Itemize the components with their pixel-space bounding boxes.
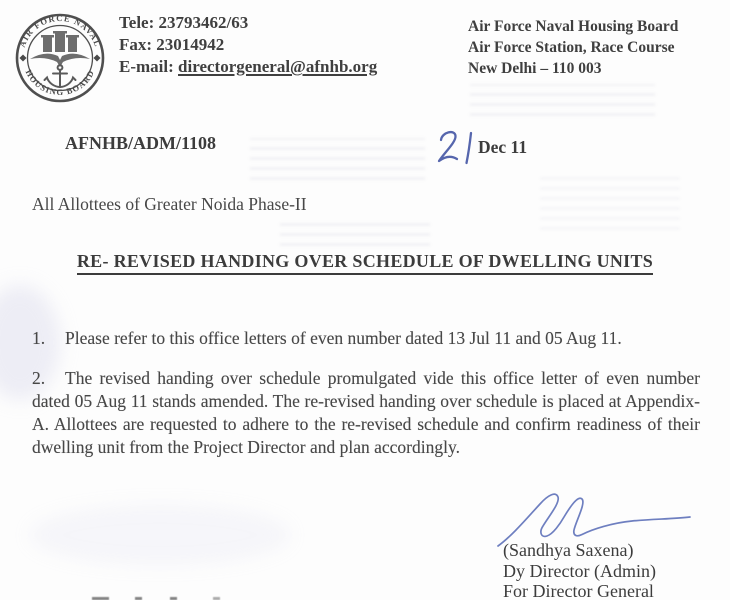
email-line <box>119 56 377 78</box>
bleed-through-artifact <box>280 222 430 246</box>
bleed-through-artifact <box>540 170 680 230</box>
subject-wrap <box>0 251 730 275</box>
paragraph-1-number: 1. <box>32 328 46 348</box>
anchor-icon <box>45 65 76 87</box>
email-label: E-mail: <box>119 57 179 76</box>
signatory-for-line: For Director General <box>503 581 654 600</box>
address-line-2: Air Force Station, Race Course <box>468 39 675 56</box>
afnhb-seal-logo <box>12 6 112 110</box>
printed-date: Dec 11 <box>478 137 528 157</box>
address-line-1: Air Force Naval Housing Board <box>468 18 679 35</box>
seal-bottom-text: HOUSING BOARD <box>23 67 97 98</box>
signatory-name: (Sandhya Saxena) <box>503 540 634 560</box>
signatory-designation: Dy Director (Admin) <box>503 560 656 581</box>
subject-title: RE- REVISED HANDING OVER SCHEDULE OF DWELLING UNITS <box>77 251 653 275</box>
address-line-3: New Delhi – 110 003 <box>468 60 602 77</box>
signature-block <box>503 540 656 600</box>
paragraph-1-text: Please refer to this office letters of even number dated 13 Jul 11 and 05 Aug 11. <box>65 328 622 348</box>
buildings-icon <box>41 31 79 52</box>
contact-block <box>119 12 377 78</box>
paragraph-1 <box>32 327 700 350</box>
email-address: directorgeneral@afnhb.org <box>178 57 378 76</box>
fax-line: Fax: 23014942 <box>119 35 225 54</box>
seal-diamond-left-icon <box>19 54 26 61</box>
bleed-through-artifact <box>470 84 655 116</box>
handwritten-date-21 <box>432 126 484 172</box>
reference-number: AFNHB/ADM/1108 <box>65 133 216 153</box>
address-block <box>468 16 678 79</box>
seal-top-text: AIR FORCE NAVAL <box>16 12 104 49</box>
recipient-line: All Allottees of Greater Noida Phase-II <box>32 194 307 214</box>
paragraph-2 <box>32 367 700 459</box>
scan-smudge <box>30 505 290 565</box>
paragraph-2-number: 2. <box>32 368 46 388</box>
paragraph-2-text: The revised handing over schedule promulgated vide this office letter of even number dated 05 Aug 11 stands amended. The re-revised handing over schedule is placed at Appendix- A. Allottees are requested to adhere to the re-revised schedule and confirm readiness of their dwelling unit from the Project Director and plan accordingly. <box>32 368 700 457</box>
seal-diamond-right-icon <box>93 54 100 61</box>
bleed-through-artifact <box>250 138 425 180</box>
tele-line: Tele: 23793462/63 <box>119 13 249 32</box>
